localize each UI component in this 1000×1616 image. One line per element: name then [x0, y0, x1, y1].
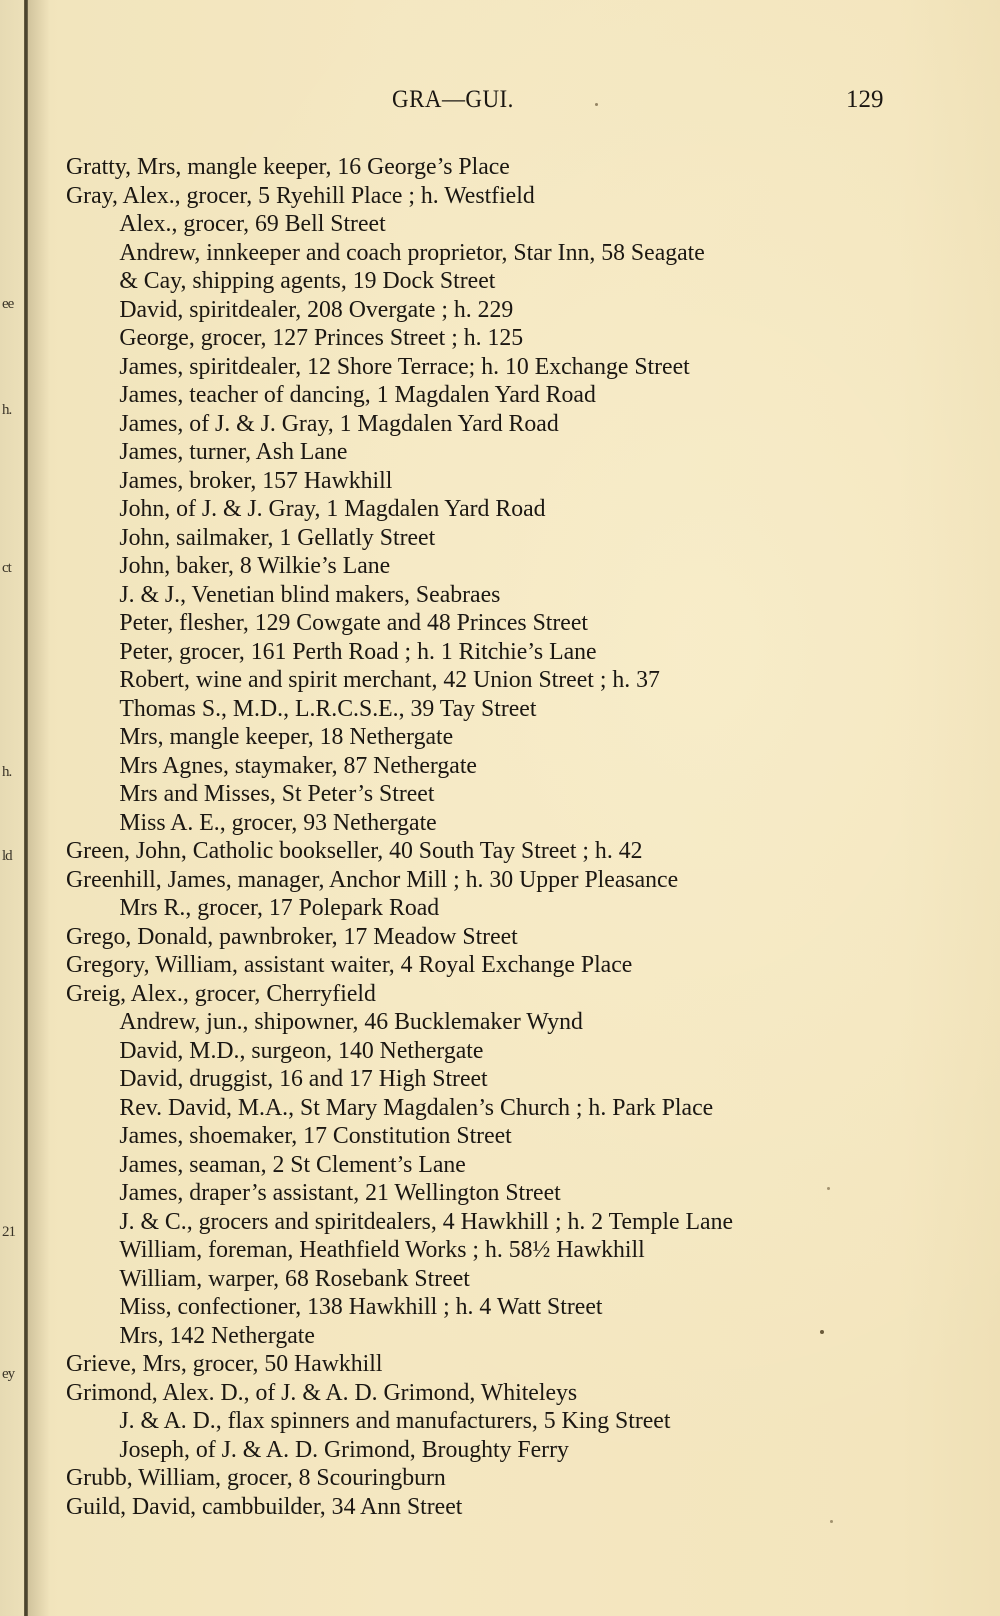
- directory-entries: [66, 153, 986, 1521]
- directory-entry: James, spiritdealer, 12 Shore Terrace; h. 10 Exchange Street: [119, 352, 690, 380]
- directory-entry: William, foreman, Heathfield Works ; h. 58½ Hawkhill: [119, 1236, 645, 1263]
- adjacent-page-fragment: h.: [2, 764, 12, 780]
- directory-entry: Mrs, mangle keeper, 18 Nethergate: [119, 723, 454, 750]
- directory-entry: Mrs Agnes, staymaker, 87 Nethergate: [119, 751, 477, 779]
- directory-entry: George, grocer, 127 Princes Street ; h. 125: [119, 324, 524, 351]
- directory-entry: Peter, flesher, 129 Cowgate and 48 Princes Street: [119, 609, 589, 636]
- directory-entry: Alex., grocer, 69 Bell Street: [119, 210, 386, 237]
- adjacent-page-fragment: h.: [2, 402, 12, 418]
- directory-entry: Mrs, 142 Nethergate: [119, 1321, 315, 1349]
- gutter-shadow: [28, 0, 50, 1616]
- directory-entry: Gregory, William, assistant waiter, 4 Royal Exchange Place: [66, 951, 633, 978]
- directory-entry: Miss, confectioner, 138 Hawkhill ; h. 4 Watt Street: [119, 1293, 603, 1320]
- directory-entry: Andrew, jun., shipowner, 46 Bucklemaker Wynd: [119, 1008, 583, 1035]
- directory-entry: John, baker, 8 Wilkie’s Lane: [119, 552, 391, 579]
- directory-entry: Mrs and Misses, St Peter’s Street: [119, 780, 435, 807]
- paper-speck: [827, 1187, 830, 1190]
- directory-entry: J. & C., grocers and spiritdealers, 4 Hawkhill ; h. 2 Temple Lane: [119, 1207, 734, 1235]
- directory-entry: James, of J. & J. Gray, 1 Magdalen Yard Road: [119, 409, 559, 437]
- directory-entry: James, draper’s assistant, 21 Wellington Street: [119, 1179, 561, 1206]
- paper-speck: [595, 103, 598, 106]
- directory-entry: Gratty, Mrs, mangle keeper, 16 George’s Place: [66, 153, 510, 180]
- directory-entry: Peter, grocer, 161 Perth Road ; h. 1 Ritchie’s Lane: [119, 637, 597, 665]
- paper-speck: [820, 1330, 824, 1334]
- directory-entry: Miss A. E., grocer, 93 Nethergate: [119, 808, 437, 836]
- directory-entry: Rev. David, M.A., St Mary Magdalen’s Church ; h. Park Place: [119, 1093, 714, 1121]
- directory-entry: James, seaman, 2 St Clement’s Lane: [119, 1150, 466, 1178]
- directory-entry: Guild, David, cambbuilder, 34 Ann Street: [66, 1492, 463, 1520]
- directory-entry: Grieve, Mrs, grocer, 50 Hawkhill: [66, 1350, 383, 1377]
- adjacent-page-fragment: ey: [2, 1366, 15, 1382]
- directory-entry: Grubb, William, grocer, 8 Scouringburn: [66, 1464, 446, 1491]
- directory-entry: J. & A. D., flax spinners and manufacturers, 5 King Street: [119, 1407, 671, 1434]
- directory-entry: Thomas S., M.D., L.R.C.S.E., 39 Tay Street: [119, 694, 537, 722]
- directory-entry: Grego, Donald, pawnbroker, 17 Meadow Street: [66, 922, 518, 950]
- adjacent-page-fragment: 21: [2, 1224, 15, 1240]
- directory-entry: William, warper, 68 Rosebank Street: [119, 1264, 470, 1292]
- directory-entry: Grimond, Alex. D., of J. & A. D. Grimond, Whiteleys: [66, 1378, 578, 1406]
- directory-entry: Greig, Alex., grocer, Cherryfield: [66, 979, 376, 1007]
- directory-entry: & Cay, shipping agents, 19 Dock Street: [119, 267, 496, 294]
- directory-entry: John, sailmaker, 1 Gellatly Street: [119, 523, 436, 551]
- running-header: GRA—GUI.: [392, 86, 514, 113]
- directory-entry: J. & J., Venetian blind makers, Seabraes: [119, 580, 501, 608]
- directory-entry: James, teacher of dancing, 1 Magdalen Yard Road: [119, 381, 596, 408]
- adjacent-page-fragment: ld: [2, 848, 12, 864]
- directory-entry: Andrew, innkeeper and coach proprietor, Star Inn, 58 Seagate: [119, 238, 705, 266]
- directory-entry: James, shoemaker, 17 Constitution Street: [119, 1122, 512, 1149]
- adjacent-page-fragment: ee: [2, 296, 14, 312]
- directory-entry: Gray, Alex., grocer, 5 Ryehill Place ; h. Westfield: [66, 181, 535, 209]
- directory-entry: David, druggist, 16 and 17 High Street: [119, 1065, 488, 1092]
- directory-entry: John, of J. & J. Gray, 1 Magdalen Yard Road: [119, 495, 546, 522]
- page-number: 129: [846, 86, 884, 113]
- directory-entry: James, broker, 157 Hawkhill: [119, 466, 393, 494]
- directory-entry: Joseph, of J. & A. D. Grimond, Broughty Ferry: [119, 1435, 569, 1463]
- directory-entry: Robert, wine and spirit merchant, 42 Union Street ; h. 37: [119, 666, 660, 693]
- directory-entry: Green, John, Catholic bookseller, 40 South Tay Street ; h. 42: [66, 837, 643, 864]
- adjacent-page-fragment: ct: [2, 560, 11, 576]
- directory-entry: Greenhill, James, manager, Anchor Mill ; h. 30 Upper Pleasance: [66, 865, 679, 893]
- directory-entry: James, turner, Ash Lane: [119, 438, 348, 465]
- directory-entry: David, spiritdealer, 208 Overgate ; h. 229: [119, 295, 514, 323]
- directory-entry: Mrs R., grocer, 17 Polepark Road: [119, 894, 440, 921]
- paper-speck: [830, 1520, 833, 1523]
- directory-entry: David, M.D., surgeon, 140 Nethergate: [119, 1036, 484, 1064]
